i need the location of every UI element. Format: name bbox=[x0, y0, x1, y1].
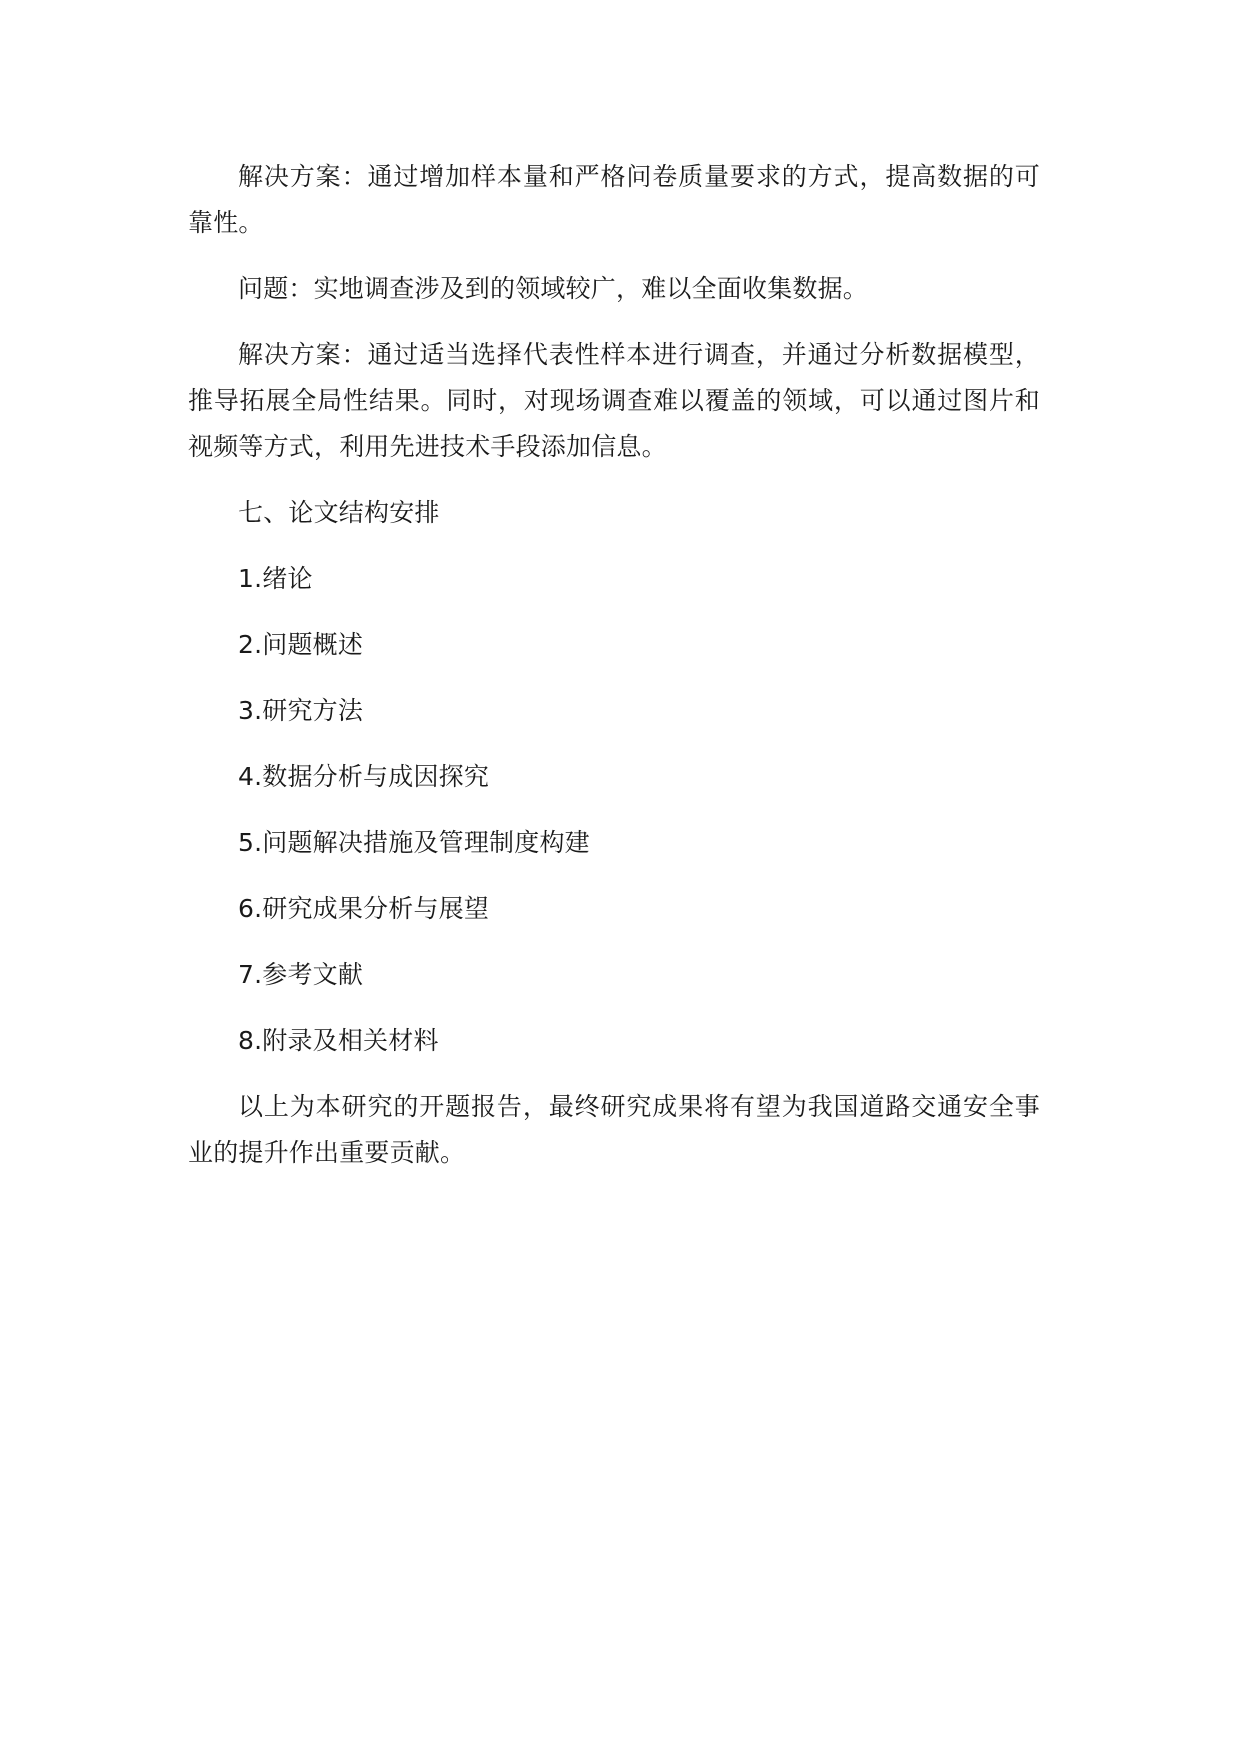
paragraph-solution-reliability: 解决方案：通过增加样本量和严格问卷质量要求的方式，提高数据的可靠性。 bbox=[188, 162, 1040, 237]
structure-item-8: 8.附录及相关材料 bbox=[238, 1026, 439, 1055]
structure-item-6: 6.研究成果分析与展望 bbox=[238, 894, 490, 923]
structure-item-3: 3.研究方法 bbox=[238, 696, 364, 725]
section-heading: 七、论文结构安排 bbox=[238, 498, 440, 527]
document-body bbox=[188, 154, 1040, 1196]
paragraph-solution-sampling: 解决方案：通过适当选择代表性样本进行调查，并通过分析数据模型，推导拓展全局性结果。同时，对现场调查难以覆盖的领域，可以通过图片和视频等方式，利用先进技术手段添加信息。 bbox=[188, 340, 1040, 461]
structure-item-2: 2.问题概述 bbox=[238, 630, 364, 659]
structure-item-4: 4.数据分析与成因探究 bbox=[238, 762, 490, 791]
structure-item-1: 1.绪论 bbox=[238, 564, 313, 593]
structure-item-7: 7.参考文献 bbox=[238, 960, 364, 989]
structure-item-5: 5.问题解决措施及管理制度构建 bbox=[238, 828, 590, 857]
paragraph-closing: 以上为本研究的开题报告，最终研究成果将有望为我国道路交通安全事业的提升作出重要贡献。 bbox=[188, 1092, 1040, 1167]
paragraph-problem-data-collection: 问题：实地调查涉及到的领域较广，难以全面收集数据。 bbox=[238, 274, 869, 303]
